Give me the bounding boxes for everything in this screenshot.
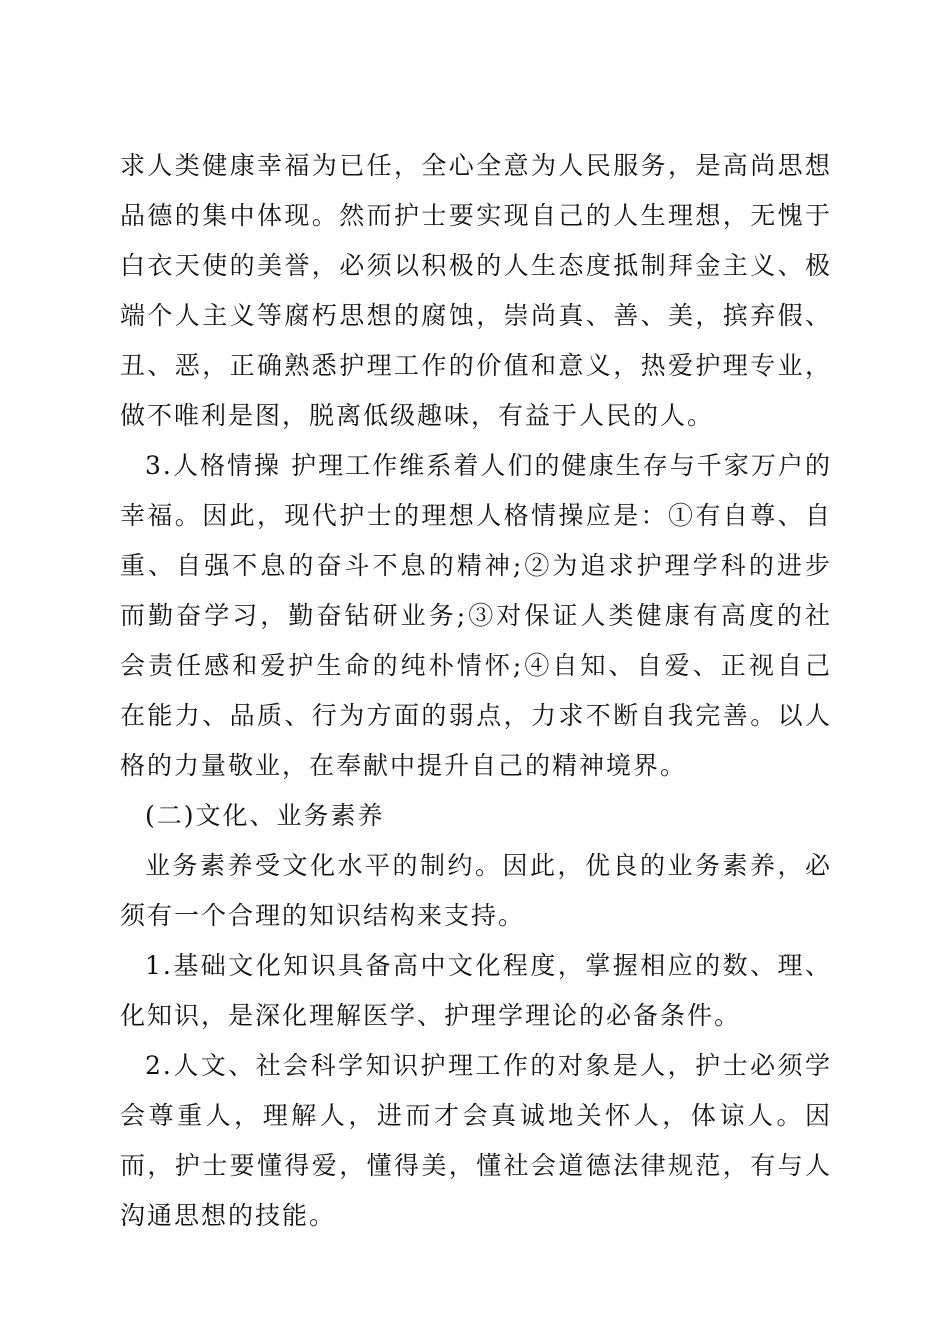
paragraph-1: 求人类健康幸福为已任，全心全意为人民服务，是高尚思想品德的集中体现。然而护士要实现自己的人生理想，无愧于白衣天使的美誉，必须以积极的人生态度抵制拜金主义、极端个人主义等腐朽思想的腐蚀，崇尚真、善、美，摈弃假、丑、恶，正确熟悉护理工作的价值和意义，热爱护理专业，做不唯利是图，脱离低级趣味，有益于人民的人。 [120,151,832,430]
paragraph-2: 3.人格情操 护理工作维系着人们的健康生存与千家万户的幸福。因此，现代护士的理想人格情操应是：①有自尊、自重、自强不息的奋斗不息的精神;②为追求护理学科的进步而勤奋学习，勤奋钻研业务;③对保证人类健康有高度的社会责任感和爱护生命的纯朴情怀;④自知、自爱、正视自己在能力、品质、行为方面的弱点，力求不断自我完善。以人格的力量敬业，在奉献中提升自己的精神境界。 [120,451,832,780]
paragraph-4: 1.基础文化知识具备高中文化程度，掌握相应的数、理、化知识，是深化理解医学、护理学理论的必备条件。 [120,951,832,1030]
document-body [120,141,832,1241]
paragraph-3: 业务素养受文化水平的制约。因此，优良的业务素养，必须有一个合理的知识结构来支持。 [120,851,832,930]
paragraph-5: 2.人文、社会科学知识护理工作的对象是人，护士必须学会尊重人，理解人，进而才会真诚地关怀人，体谅人。因而，护士要懂得爱，懂得美，懂社会道德法律规范，有与人沟通思想的技能。 [120,1051,832,1230]
section-heading: (二)文化、业务素养 [145,801,385,830]
